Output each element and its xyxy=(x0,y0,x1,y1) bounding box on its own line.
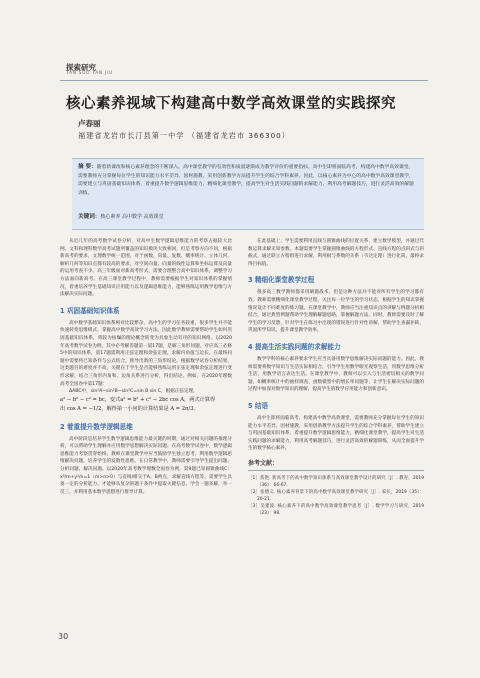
author-affiliation: 福建省龙岩市长汀县第一中学 （福建省龙岩市 366300） xyxy=(78,131,290,140)
reference-item: ［2］张德义. 核心素养背景下的高中数学高效课堂教学研究［J］. 家长，2019（35）：20-21. xyxy=(248,489,424,502)
keywords-text: 核心素养 高中数学 高效课堂 xyxy=(100,214,164,220)
intro-paragraph: 从近几年的高考数学试卷分析，对高中生数学逻辑思维能力的考察占据较大比例。文科和理科数学高考试题所覆盖的知识模块大致相同，但是考察方向不同，根据新高考的要求，文理数学统一范围，对于函数、向量、复数、概率统计、立体几何、解析几何等知识点都有较高的要求，对空间向量、向量的线性运算和坐标运算及向量的运用考查不少。高三年级面对新高考形式，需要合理整合高中知识体系，调整学习方法面向新高考。在高三课堂教学过程中，教师需要根据学生对知识体系的掌握情况，着重培养学生基础知识应用能力以及逻辑思维能力，能够熟练运用数学思维与方法解决实际问题。 xyxy=(60,239,232,298)
column-label: 探索研究 xyxy=(66,63,96,72)
equation-line-2: 出 cos A = −1/2，解得第一小问的计算结果是 A = 2π/3。 xyxy=(60,406,199,413)
abstract-box xyxy=(72,158,424,230)
section1-paragraph: 高中数学基础知识体系相对比较繁杂，高中生的学习任务较重，很多学生并不能快速转变思维模式，掌握高中数学高效学习方法，因此数学教师需要帮助学生如何巩固基础知识体系，将较为枯燥的理论概念转变为具象生动有序的知识网络。以2020年高考数学试卷为例，其中必考解答题第一道17题，是解三角形问题，对应高三必修5中的知识体系，第17题需利用正弦定理和余弦定理，求解内角值与边长。在最终问题中需要将已知条件与公式结合，推导出新的三角形结论。根据数学试卷分析结果，这类题目的难度并不高，关键在于学生是否能够熟练运用正弦定理和余弦定理进行变形求解，结合三角形内角和、边角关系进行分析，得出结论。例如，在2020年理数高考全国卷中第17题： xyxy=(60,320,232,387)
section4-paragraph: 数学学科的核心素养要求学生应当具备用数学思维解决实际问题的能力。因此，教师需要将数学知识与生活实际相结合，引导学生用数学眼光观察生活，用数学思维分析生活，用数学语言表达生活。在课堂教学中，教师可以引入与生活密切相关的数学问题，如概率统计中的抽样调查、函数模型中的增长率问题等，让学生在解决实际问题的过程中加深对数学知识的理解，提高学生的数学应用能力和创新意识。 xyxy=(248,356,424,393)
section1-example: ΔABC中，sin²A−sin²B−sin²C=sin B sin C，根据正弦定理， xyxy=(69,389,198,395)
column-label-en: TAN SUO YAN JIU xyxy=(66,71,113,76)
section-heading-5: 5 结语 xyxy=(248,401,269,410)
section3-paragraph: 很多高三数学教师都采用刷题战术，但是这种方法并不能对所有学生的学习都有效。教师需要精细化课堂教学过程，关注每一位学生的学习状态，根据学生的知识掌握情况设计不同难度的练习题。在课堂教学中，教师应当注重知识点的讲解与例题分析相结合，通过典型例题帮助学生理解解题思路，掌握解题方法。同时，教师需要及时了解学生的学习反馈，针对学生在练习中出现的错误进行针对性讲解，帮助学生查漏补缺，巩固所学知识，提升课堂教学效率。 xyxy=(248,290,424,334)
section-heading-3: 3 精细化课堂教学过程 xyxy=(248,276,315,285)
abstract-label: 摘 要： xyxy=(78,164,97,170)
references-rule xyxy=(248,470,424,471)
section-heading-1: 1 巩固基础知识体系 xyxy=(60,306,120,315)
continuation-paragraph: 在此基础上，学生需要利用直线与圆锥曲线的位置关系，建立数学模型，并通过代数运算求解未知参数。本题需要学生掌握圆锥曲线的方程形式、直线方程的点斜式与斜截式，通过联立方程组进行求解，利用根与系数的关系（韦达定理）进行化简，最终求得目标值。 xyxy=(248,239,424,267)
header-rule xyxy=(60,80,428,81)
page-number: 30 xyxy=(58,632,69,641)
section2-paragraph: 高中阶段是培养学生数学逻辑思维能力最关键的时期，通过对相关问题的推理分析，可以帮助学生理解并应用数学思想解决实际问题。在高考数学试卷中，数学逻辑思维能力考察贯穿始终。教师在课堂教学中应当鼓励学生独立思考，利用数学逻辑思维解决问题，培养学生的发散性思维。在日常教学中，教师需要引导学生提出问题、分析问题、解决问题。以2020年高考数学理数全国卷为例，第9题已知圆锥曲线C：x²/m+y²/n=1（m>n>0）与直线l相交于A、B两点，求解直线方程等，需要学生具备一定的分析能力，才能够从复杂的题干条件中提取关键信息，学会一题多解，举一反三，并利用基本数学思想进行推导计算。 xyxy=(60,436,232,495)
keywords-label: 关键词： xyxy=(78,214,101,220)
right-column xyxy=(248,238,424,517)
conclusion-paragraph: 高中生即将面临高考，构建高中数学高效课堂，需要教师充分掌握每位学生的知识能力水平差异，因材施教，采用创新教学方法提升学生的综合学科素养，帮助学生建立与巩固基础知识体系，着重提升数学逻辑思维能力，精细化课堂教学，提高学生对生活实践问题的求解能力，利用高考解题技巧，进行灵活高效的解题训练，从而全面提升学生的数学核心素养。 xyxy=(248,415,424,452)
abstract xyxy=(78,163,418,198)
abstract-text: 随着新课改和核心素养理念的不断深入，高中课堂教学的有效性和质量逐渐成为教学评价的重要指标。高中生即将面临高考，构建高中数学高效课堂，需要教师充分掌握每位学生的知识能力水平差异、因材施教、采用创新教学方法提升学生的综合学科素养。因此，以核心素养为中心的高中数学高效课堂教学，需要建立与巩固基础知识体系，着重提升数学逻辑思维能力，精细化课堂教学，提高学生对生活实践问题的求解能力，利用高考解题技巧，进行灵活高效的解题训练。 xyxy=(78,165,414,196)
article-title: 核心素养视域下构建高中数学高效课堂的实践探究 xyxy=(66,96,396,112)
section-heading-2: 2 着重提升数学逻辑思维 xyxy=(60,422,133,431)
references-heading: 参考文献： xyxy=(248,459,279,467)
author-name: 卢春丽 xyxy=(78,119,101,128)
section-heading-4: 4 提高生活实践问题的求解能力 xyxy=(248,342,341,351)
reference-item: ［3］吴建波. 核心素养下的高中数学高效课堂教学思考［J］. 数学学习与研究，2019（23）：98. xyxy=(248,503,424,516)
equation-line-1: a² − b² − c² = bc，变式a² = b² + c² − 2bc cos A，两式计算得 xyxy=(60,396,216,403)
reference-item: ［1］焦艳. 新高考下的高中数学知识体系与高效课堂教学设计的研究［J］. 教育，2019（36）：66-67. xyxy=(248,475,424,488)
keywords xyxy=(78,212,164,220)
left-column xyxy=(60,238,232,496)
